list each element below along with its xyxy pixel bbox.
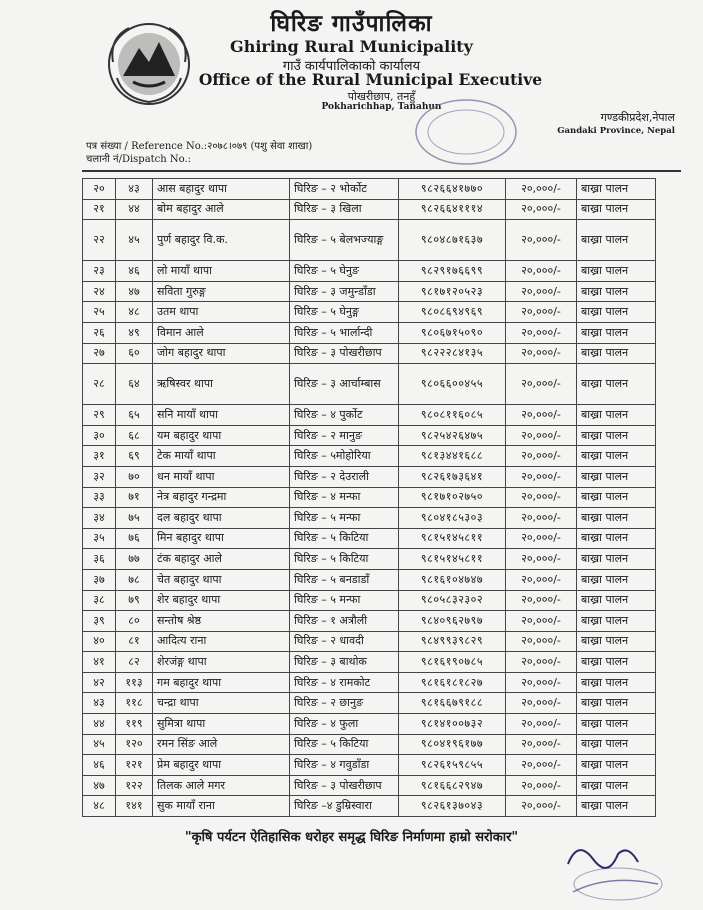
cell-phone: ९८०६७१५०९० (399, 322, 506, 343)
cell-purpose: बाख्रा पालन (577, 549, 656, 570)
cell-purpose: बाख्रा पालन (577, 302, 656, 323)
cell-phone: ९८०४१८५३०३ (399, 508, 506, 529)
cell-addr: घिरिङ – १ अत्रौली (290, 611, 399, 632)
cell-phone: ९८१६१८१८२७ (399, 672, 506, 693)
cell-purpose: बाख्रा पालन (577, 714, 656, 735)
table-row (83, 343, 656, 364)
cell-phone: ९८४०९६२७९७ (399, 611, 506, 632)
cell-addr: घिरिङ – ५ मन्फा (290, 508, 399, 529)
cell-addr: घिरिङ – ३ खिला (290, 199, 399, 220)
cell-name: सन्तोष श्रेष्ठ (153, 611, 290, 632)
table-row (83, 487, 656, 508)
cell-sn: ४१ (83, 652, 116, 673)
cell-addr: घिरिङ – २ भोर्कोट (290, 179, 399, 200)
cell-sn: २९ (83, 405, 116, 426)
cell-id: ६८ (116, 425, 153, 446)
cell-amount: २०,०००/- (506, 734, 577, 755)
cell-amount: २०,०००/- (506, 179, 577, 200)
cell-id: ८२ (116, 652, 153, 673)
cell-id: ८० (116, 611, 153, 632)
cell-amount: २०,०००/- (506, 281, 577, 302)
cell-purpose: बाख्रा पालन (577, 734, 656, 755)
cell-purpose: बाख्रा पालन (577, 652, 656, 673)
cell-sn: ३९ (83, 611, 116, 632)
table-row (83, 734, 656, 755)
cell-sn: ४८ (83, 796, 116, 817)
cell-sn: ३७ (83, 569, 116, 590)
cell-sn: २६ (83, 322, 116, 343)
cell-name: मिन बहादुर थापा (153, 528, 290, 549)
address-np: पोखरीछाप, तनहुँ (347, 90, 416, 103)
province-np: गण्डकीप्रदेश,नेपाल (600, 111, 675, 124)
cell-purpose: बाख्रा पालन (577, 343, 656, 364)
cell-amount: २०,०००/- (506, 343, 577, 364)
cell-addr: घिरिङ – ४ गवुडाँडा (290, 755, 399, 776)
cell-addr: घिरिङ – ५मोहोरिया (290, 446, 399, 467)
slogan: "कृषि पर्यटन ऐतिहासिक धरोहर समृद्ध घिरिङ निर्माणमा हाम्रो सरोकार" (184, 830, 519, 845)
table-row (83, 714, 656, 735)
table-row (83, 590, 656, 611)
cell-id: ७८ (116, 569, 153, 590)
cell-id: १४१ (116, 796, 153, 817)
cell-purpose: बाख्रा पालन (577, 199, 656, 220)
table-row (83, 549, 656, 570)
cell-sn: २१ (83, 199, 116, 220)
cell-sn: २८ (83, 364, 116, 405)
cell-sn: ३२ (83, 466, 116, 487)
cell-name: बोम बहादुर आले (153, 199, 290, 220)
cell-purpose: बाख्रा पालन (577, 796, 656, 817)
cell-purpose: बाख्रा पालन (577, 528, 656, 549)
province-en: Gandaki Province, Nepal (557, 126, 675, 136)
cell-addr: घिरिङ – २ देउराली (290, 466, 399, 487)
cell-id: ८१ (116, 631, 153, 652)
cell-id: १२१ (116, 755, 153, 776)
cell-phone: ९८२६१५९८५५ (399, 755, 506, 776)
cell-amount: २०,०००/- (506, 590, 577, 611)
cell-name: गम बहादुर थापा (153, 672, 290, 693)
cell-id: ११८ (116, 693, 153, 714)
cell-sn: २२ (83, 220, 116, 261)
cell-amount: २०,०००/- (506, 755, 577, 776)
cell-sn: ४५ (83, 734, 116, 755)
cell-amount: २०,०००/- (506, 631, 577, 652)
municipality-name-en: Ghiring Rural Municipality (230, 37, 473, 56)
cell-name: ऋषिस्वर थापा (153, 364, 290, 405)
table-row (83, 446, 656, 467)
cell-name: यम बहादुर थापा (153, 425, 290, 446)
cell-addr: घिरिङ –४ डुम्रिस्वारा (290, 796, 399, 817)
cell-amount: २०,०००/- (506, 714, 577, 735)
cell-name: सनि मायाँ थापा (153, 405, 290, 426)
cell-sn: २५ (83, 302, 116, 323)
cell-id: ७९ (116, 590, 153, 611)
cell-name: पुर्ण बहादुर वि.क. (153, 220, 290, 261)
cell-name: आस बहादुर थापा (153, 179, 290, 200)
cell-addr: घिरिङ – ४ फुला (290, 714, 399, 735)
table-row (83, 199, 656, 220)
cell-id: ७७ (116, 549, 153, 570)
cell-phone: ९८१७१२०५२३ (399, 281, 506, 302)
table-row (83, 261, 656, 282)
cell-name: टेक मायाँ थापा (153, 446, 290, 467)
cell-name: उतम थापा (153, 302, 290, 323)
cell-id: ४६ (116, 261, 153, 282)
cell-amount: २०,०००/- (506, 199, 577, 220)
cell-addr: घिरिङ – २ मानुङ (290, 425, 399, 446)
office-name-np: गाउँ कार्यपालिकाको कार्यालय (282, 59, 421, 74)
cell-purpose: बाख्रा पालन (577, 631, 656, 652)
header-divider (82, 170, 681, 172)
signature-stamp-icon (548, 834, 668, 904)
cell-amount: २०,०००/- (506, 693, 577, 714)
cell-name: चेत बहादुर थापा (153, 569, 290, 590)
cell-amount: २०,०००/- (506, 775, 577, 796)
cell-phone: ९८१३४४१६८८ (399, 446, 506, 467)
table-row (83, 364, 656, 405)
cell-phone: ९८२५४२६४७५ (399, 425, 506, 446)
cell-name: दल बहादुर थापा (153, 508, 290, 529)
cell-addr: घिरिङ – ५ बेलभज्याङ्ग (290, 220, 399, 261)
cell-purpose: बाख्रा पालन (577, 672, 656, 693)
table-row (83, 322, 656, 343)
municipality-name-np: घिरिङ गाउँपालिका (270, 10, 433, 37)
table-row (83, 302, 656, 323)
cell-amount: २०,०००/- (506, 322, 577, 343)
cell-addr: घिरिङ – ४ मन्फा (290, 487, 399, 508)
office-stamp-icon (412, 96, 520, 168)
cell-id: ४७ (116, 281, 153, 302)
cell-addr: घिरिङ – ३ पोखरीछाप (290, 775, 399, 796)
cell-id: ६५ (116, 405, 153, 426)
cell-id: १२२ (116, 775, 153, 796)
cell-phone: ९८१६१९०७८५ (399, 652, 506, 673)
cell-purpose: बाख्रा पालन (577, 466, 656, 487)
cell-phone: ९८१६१०४७४७ (399, 569, 506, 590)
table-row (83, 220, 656, 261)
cell-phone: ९८१४१००७३२ (399, 714, 506, 735)
cell-phone: ९८२६६४१११४ (399, 199, 506, 220)
cell-sn: ४४ (83, 714, 116, 735)
cell-name: आदित्य राना (153, 631, 290, 652)
table-row (83, 569, 656, 590)
cell-phone: ९८१५१४५८११ (399, 528, 506, 549)
cell-addr: घिरिङ – ५ भार्लान्दी (290, 322, 399, 343)
cell-purpose: बाख्रा पालन (577, 220, 656, 261)
table-row (83, 425, 656, 446)
table-row (83, 611, 656, 632)
cell-addr: घिरिङ – ३ आर्चाम्बास (290, 364, 399, 405)
office-name-en: Office of the Rural Municipal Executive (198, 70, 543, 89)
cell-id: ७० (116, 466, 153, 487)
cell-purpose: बाख्रा पालन (577, 281, 656, 302)
cell-name: विमान आले (153, 322, 290, 343)
cell-purpose: बाख्रा पालन (577, 322, 656, 343)
cell-purpose: बाख्रा पालन (577, 569, 656, 590)
table-row (83, 466, 656, 487)
cell-addr: घिरिङ – २ छानुङ (290, 693, 399, 714)
cell-amount: २०,०००/- (506, 466, 577, 487)
cell-name: लो मायाँ थापा (153, 261, 290, 282)
cell-amount: २०,०००/- (506, 508, 577, 529)
cell-amount: २०,०००/- (506, 796, 577, 817)
cell-id: ११३ (116, 672, 153, 693)
cell-phone: ९८१६६७९१८८ (399, 693, 506, 714)
table-row (83, 508, 656, 529)
cell-phone: ९८०६६००४५५ (399, 364, 506, 405)
cell-phone: ९८१६६८२९४७ (399, 775, 506, 796)
cell-addr: घिरिङ – ५ बनडाडाँ (290, 569, 399, 590)
cell-purpose: बाख्रा पालन (577, 611, 656, 632)
cell-name: रमन सिंङ आले (153, 734, 290, 755)
cell-sn: ३१ (83, 446, 116, 467)
cell-name: टंक बहादुर आले (153, 549, 290, 570)
cell-phone: ९८१५१४५८११ (399, 549, 506, 570)
cell-purpose: बाख्रा पालन (577, 179, 656, 200)
cell-sn: २४ (83, 281, 116, 302)
table-row (83, 693, 656, 714)
cell-amount: २०,०००/- (506, 672, 577, 693)
table-row (83, 528, 656, 549)
cell-purpose: बाख्रा पालन (577, 425, 656, 446)
table-row (83, 631, 656, 652)
cell-purpose: बाख्रा पालन (577, 590, 656, 611)
cell-purpose: बाख्रा पालन (577, 364, 656, 405)
cell-id: ४८ (116, 302, 153, 323)
cell-purpose: बाख्रा पालन (577, 775, 656, 796)
cell-purpose: बाख्रा पालन (577, 405, 656, 426)
cell-sn: २७ (83, 343, 116, 364)
table-row (83, 672, 656, 693)
cell-purpose: बाख्रा पालन (577, 508, 656, 529)
table-row (83, 652, 656, 673)
cell-amount: २०,०००/- (506, 302, 577, 323)
cell-id: ११९ (116, 714, 153, 735)
cell-id: ६४ (116, 364, 153, 405)
dispatch-number: चलानी नं/Dispatch No.: (86, 154, 192, 165)
cell-purpose: बाख्रा पालन (577, 755, 656, 776)
beneficiary-table (82, 178, 656, 817)
cell-amount: २०,०००/- (506, 487, 577, 508)
cell-phone: ९८१७१०२७५० (399, 487, 506, 508)
cell-phone: ९८२२२८४१३५ (399, 343, 506, 364)
table-row (83, 405, 656, 426)
cell-id: ७५ (116, 508, 153, 529)
cell-amount: २०,०००/- (506, 611, 577, 632)
cell-addr: घिरिङ – ५ घेनुङ्ग (290, 302, 399, 323)
cell-addr: घिरिङ – २ धावदी (290, 631, 399, 652)
cell-id: ४४ (116, 199, 153, 220)
cell-amount: २०,०००/- (506, 405, 577, 426)
cell-id: ४९ (116, 322, 153, 343)
cell-sn: ३६ (83, 549, 116, 570)
cell-amount: २०,०००/- (506, 652, 577, 673)
address-en: Pokharichhap, Tanahun (321, 102, 442, 112)
cell-name: सविता गुरुङ्ग (153, 281, 290, 302)
table-row (83, 796, 656, 817)
cell-name: नेत्र बहादुर गन्द्रमा (153, 487, 290, 508)
cell-sn: ३० (83, 425, 116, 446)
cell-amount: २०,०००/- (506, 220, 577, 261)
cell-addr: घिरिङ – ३ पोखरीछाप (290, 343, 399, 364)
cell-amount: २०,०००/- (506, 569, 577, 590)
cell-sn: २० (83, 179, 116, 200)
cell-name: शेरजंङ्ग थापा (153, 652, 290, 673)
cell-purpose: बाख्रा पालन (577, 261, 656, 282)
cell-addr: घिरिङ – ५ घेनुङ (290, 261, 399, 282)
cell-sn: ३५ (83, 528, 116, 549)
cell-id: ६० (116, 343, 153, 364)
cell-name: प्रेम बहादुर थापा (153, 755, 290, 776)
cell-addr: घिरिङ – ५ किटिया (290, 734, 399, 755)
cell-id: ४३ (116, 179, 153, 200)
cell-addr: घिरिङ – ३ जमुन्डाँडा (290, 281, 399, 302)
cell-sn: २३ (83, 261, 116, 282)
cell-phone: ९८०५८३२३०२ (399, 590, 506, 611)
cell-sn: ३८ (83, 590, 116, 611)
cell-id: ७६ (116, 528, 153, 549)
cell-sn: ४६ (83, 755, 116, 776)
cell-addr: घिरिङ – ५ किटिया (290, 528, 399, 549)
cell-addr: घिरिङ – ४ पुर्कोट (290, 405, 399, 426)
table-row (83, 755, 656, 776)
cell-name: तिलक आले मगर (153, 775, 290, 796)
cell-id: ६९ (116, 446, 153, 467)
cell-phone: ९८०८११६०८५ (399, 405, 506, 426)
cell-name: धन मायाँ थापा (153, 466, 290, 487)
cell-name: जोग बहादुर थापा (153, 343, 290, 364)
cell-sn: ४२ (83, 672, 116, 693)
cell-phone: ९८२९१७६६९९ (399, 261, 506, 282)
cell-phone: ९८२६६४१७७० (399, 179, 506, 200)
cell-amount: २०,०००/- (506, 425, 577, 446)
cell-phone: ९८४९९३९८२९ (399, 631, 506, 652)
cell-phone: ९८२६१७३६४१ (399, 466, 506, 487)
cell-sn: ४७ (83, 775, 116, 796)
cell-id: १२० (116, 734, 153, 755)
cell-phone: ९८०४८७१६३७ (399, 220, 506, 261)
cell-addr: घिरिङ – ५ मन्फा (290, 590, 399, 611)
cell-purpose: बाख्रा पालन (577, 446, 656, 467)
cell-phone: ९८२६१३७०४३ (399, 796, 506, 817)
reference-number: पत्र संख्या / Reference No.:२०७८।०७९ (पशु सेवा शाखा) (86, 141, 313, 152)
cell-sn: ३४ (83, 508, 116, 529)
cell-name: चन्द्रा थापा (153, 693, 290, 714)
cell-sn: ४३ (83, 693, 116, 714)
cell-amount: २०,०००/- (506, 364, 577, 405)
cell-sn: ४० (83, 631, 116, 652)
cell-name: सुमित्रा थापा (153, 714, 290, 735)
cell-id: ७१ (116, 487, 153, 508)
cell-purpose: बाख्रा पालन (577, 487, 656, 508)
cell-purpose: बाख्रा पालन (577, 693, 656, 714)
cell-phone: ९८०४१९६१७७ (399, 734, 506, 755)
cell-sn: ३३ (83, 487, 116, 508)
cell-addr: घिरिङ – ३ बाथोक (290, 652, 399, 673)
cell-phone: ९८०८६९४९६९ (399, 302, 506, 323)
cell-amount: २०,०००/- (506, 446, 577, 467)
table-row (83, 775, 656, 796)
table-row (83, 179, 656, 200)
cell-amount: २०,०००/- (506, 549, 577, 570)
cell-name: सुक मायाँ राना (153, 796, 290, 817)
table-row (83, 281, 656, 302)
cell-amount: २०,०००/- (506, 528, 577, 549)
cell-addr: घिरिङ – ४ रामकोट (290, 672, 399, 693)
cell-id: ४५ (116, 220, 153, 261)
cell-addr: घिरिङ – ५ किटिया (290, 549, 399, 570)
cell-name: शेर बहादुर थापा (153, 590, 290, 611)
cell-amount: २०,०००/- (506, 261, 577, 282)
